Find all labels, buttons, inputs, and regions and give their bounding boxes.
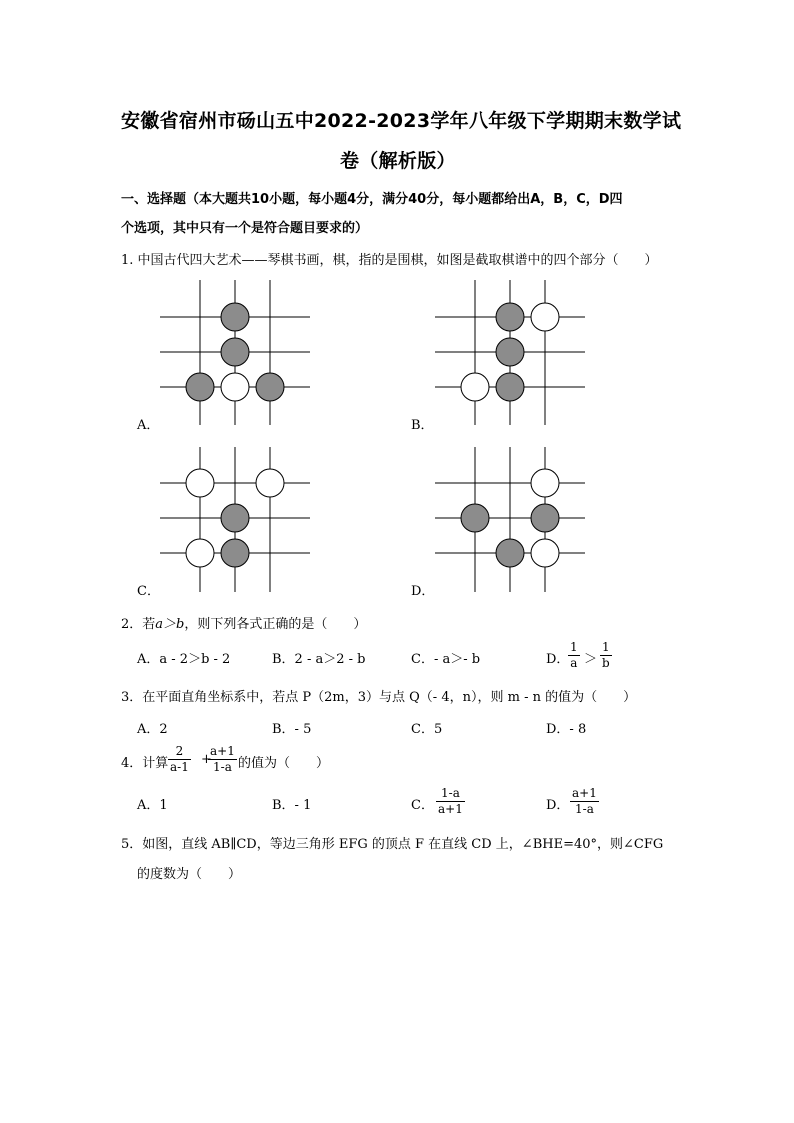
question-2-stem-suffix: ，则下列各式正确的是（ ） xyxy=(184,617,367,632)
question-4-option-c-label: C． xyxy=(411,798,434,813)
question-3-option-c: C．5 xyxy=(411,722,443,737)
question-4-option-d-label: D． xyxy=(546,798,570,813)
black-stone xyxy=(496,539,524,567)
question-2-option-d-label: D． xyxy=(546,652,570,667)
fraction-numerator: a+1 xyxy=(572,786,597,800)
question-4-stem-prefix: 4．计算 xyxy=(121,756,169,771)
question-4-plus: + xyxy=(201,752,212,767)
fraction-numerator: a+1 xyxy=(210,744,235,758)
question-2-option-d-operator: ＞ xyxy=(584,652,598,667)
page-title-line1: 安徽省宿州市砀山五中2022-2023学年八年级下学期期末数学试 xyxy=(121,110,682,132)
fraction-denominator: a+1 xyxy=(438,802,463,816)
go-board-a xyxy=(160,280,310,425)
fraction-numerator: 1-a xyxy=(436,786,465,802)
question-1-stem: 1. 中国古代四大艺术——琴棋书画，棋，指的是围棋，如图是截取棋谱中的四个部分（ ） xyxy=(121,253,658,268)
white-stone xyxy=(256,469,284,497)
white-stone xyxy=(531,469,559,497)
section-header-line1: 一、选择题（本大题共10小题，每小题4分，满分40分，每小题都给出A，B，C，D四 xyxy=(121,192,623,207)
black-stone xyxy=(256,373,284,401)
question-3-option-a: A．2 xyxy=(137,722,168,737)
fraction-denominator: a xyxy=(570,656,578,670)
fraction-numerator: 1 xyxy=(600,640,612,656)
option-b-label: B． xyxy=(411,418,434,433)
white-stone xyxy=(531,303,559,331)
white-stone xyxy=(221,373,249,401)
question-2-option-d-fraction-1 xyxy=(568,640,580,671)
question-2-option-c: C．- a＞- b xyxy=(411,652,481,667)
black-stone xyxy=(221,539,249,567)
go-board-b xyxy=(435,280,585,425)
question-3-option-d: D．- 8 xyxy=(546,722,587,737)
question-4-option-d-fraction xyxy=(570,786,599,817)
question-4-option-a: A．1 xyxy=(137,798,168,813)
go-board-d xyxy=(435,447,585,592)
question-2-condition: a＞b xyxy=(155,617,185,632)
black-stone xyxy=(221,504,249,532)
black-stone xyxy=(186,373,214,401)
black-stone xyxy=(496,373,524,401)
fraction-denominator: 1-a xyxy=(575,802,594,816)
question-4-fraction-2 xyxy=(208,744,237,775)
option-a-label: A． xyxy=(137,418,160,433)
fraction-denominator: a-1 xyxy=(170,760,189,774)
question-2-stem xyxy=(121,613,366,632)
page-title-line2: 卷（解析版） xyxy=(340,150,456,172)
fraction-numerator: 1 xyxy=(570,640,578,654)
option-d-label: D． xyxy=(411,584,435,599)
black-stone xyxy=(531,504,559,532)
go-board-c xyxy=(160,447,310,592)
fraction-denominator: b xyxy=(602,656,610,670)
question-4-stem-suffix: 的值为（ ） xyxy=(238,756,330,771)
fraction-numerator: 2 xyxy=(168,744,191,760)
white-stone xyxy=(186,469,214,497)
question-4-option-b: B．- 1 xyxy=(272,798,312,813)
question-3-option-b: B．- 5 xyxy=(272,722,312,737)
question-4-fraction-1 xyxy=(168,744,191,775)
black-stone xyxy=(496,303,524,331)
black-stone xyxy=(496,338,524,366)
black-stone xyxy=(461,504,489,532)
question-4-option-c-fraction xyxy=(436,786,465,817)
question-2-option-d-fraction-2 xyxy=(600,640,612,671)
white-stone xyxy=(531,539,559,567)
black-stone xyxy=(221,338,249,366)
question-5-stem-line1: 5．如图，直线 AB∥CD，等边三角形 EFG 的顶点 F 在直线 CD 上，∠BHE=40°，则∠CFG xyxy=(121,837,664,852)
black-stone xyxy=(221,303,249,331)
question-5-stem-line2: 的度数为（ ） xyxy=(137,867,242,882)
question-3-stem: 3．在平面直角坐标系中，若点 P（2m，3）与点 Q（- 4，n），则 m - n 的值为（ ） xyxy=(121,690,637,705)
white-stone xyxy=(186,539,214,567)
question-2-option-b: B．2 - a＞2 - b xyxy=(272,652,366,667)
question-2-option-a: A．a - 2＞b - 2 xyxy=(137,652,231,667)
white-stone xyxy=(461,373,489,401)
section-header-line2: 个选项，其中只有一个是符合题目要求的） xyxy=(121,221,369,236)
fraction-denominator: 1-a xyxy=(213,760,232,774)
option-c-label: C． xyxy=(137,584,160,599)
question-2-stem-prefix: 2．若 xyxy=(121,617,156,632)
